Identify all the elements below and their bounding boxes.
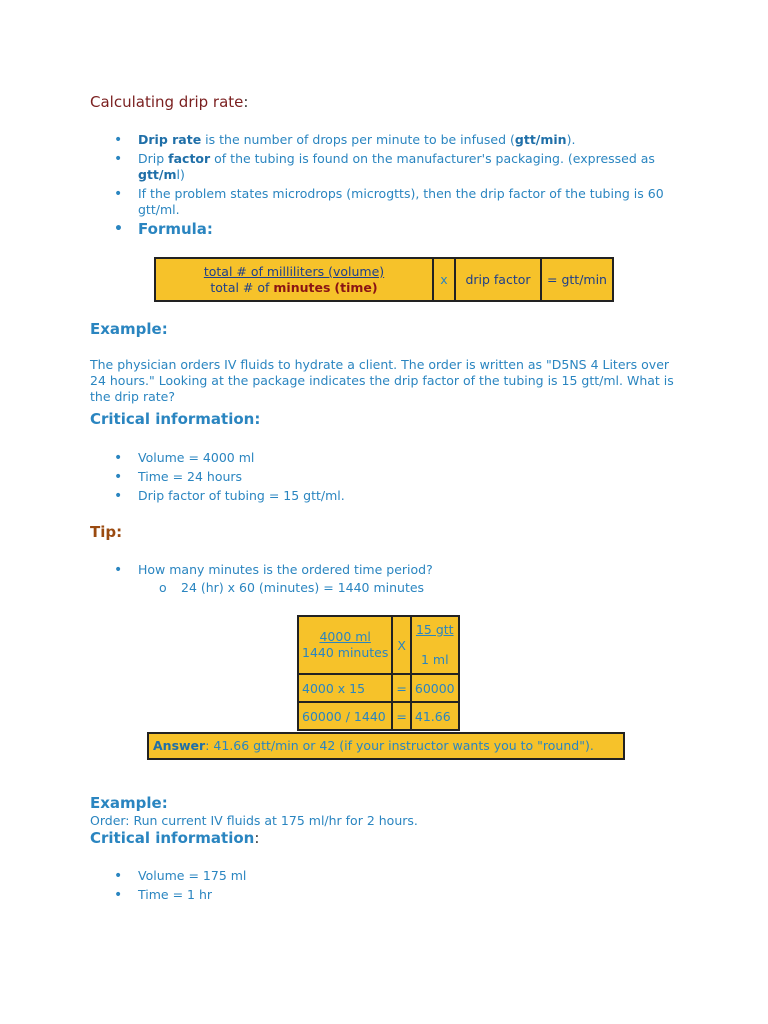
example2-heading: Example:	[90, 794, 168, 812]
unit-gtt-min: gtt/min	[514, 132, 567, 147]
tip-sub-marker: o	[159, 580, 167, 595]
example-heading: Example:	[90, 320, 168, 338]
text: l)	[176, 167, 185, 182]
text: Drip	[138, 151, 169, 166]
list-item: • Volume = 4000 ml	[93, 450, 593, 466]
calculation-table	[297, 615, 460, 731]
list-item	[93, 151, 693, 183]
formula-numerator: total # of milliliters (volume)	[203, 263, 385, 279]
tip-sub-text: 24 (hr) x 60 (minutes) = 1440 minutes	[181, 580, 425, 595]
text: total # of	[210, 279, 274, 295]
list-item: • Time = 24 hours	[93, 469, 593, 485]
table-cell: 60000	[412, 675, 458, 701]
formula-box	[154, 257, 614, 302]
unit-gtt-ml: gtt/m	[138, 167, 177, 182]
critical2-colon: :	[254, 829, 260, 847]
term-drip-rate: Drip rate	[138, 132, 202, 147]
intro-bullet-list	[93, 132, 693, 240]
tip-heading: Tip:	[90, 523, 123, 541]
calc-gtt: 15 gtt	[415, 622, 454, 637]
list-item: • If the problem states microdrops (microgtts), then the drip factor of the tubing is 60 gtt/ml.	[93, 186, 693, 218]
formula-result: = gtt/min	[547, 272, 607, 287]
list-item: • How many minutes is the ordered time period?	[93, 562, 593, 578]
critical2-heading-text: Critical information	[90, 829, 255, 847]
calc-denominator: 1440 minutes	[302, 645, 389, 660]
list-item: • Volume = 175 ml	[93, 868, 593, 884]
formula-denominator	[210, 280, 377, 296]
formula-fraction	[156, 259, 434, 300]
text: minutes	[273, 279, 331, 295]
critical2-heading	[90, 828, 259, 847]
table-row	[299, 703, 458, 729]
text: is the number of drops per minute to be infused (	[201, 132, 515, 147]
calc-ml: 1 ml	[420, 652, 449, 667]
list-item	[93, 132, 693, 148]
table-cell: =	[393, 675, 409, 701]
tip-list	[93, 562, 593, 581]
critical-heading: Critical information:	[90, 410, 261, 428]
example-text: The physician orders IV fluids to hydrate a client. The order is written as "D5NS 4 Liters over 24 hours." Looking at the package indicates the drip factor of the tubing is 15 gtt/ml. What is the drip rate?	[90, 357, 674, 404]
answer-label: Answer	[153, 738, 206, 753]
table-cell: 41.66	[412, 703, 458, 729]
list-item: • Time = 1 hr	[93, 887, 593, 903]
page-title-text: Calculating drip rate	[90, 93, 244, 111]
critical-list	[93, 450, 593, 507]
formula-times: x	[434, 259, 456, 300]
formula-drip-factor: drip factor	[456, 259, 542, 300]
critical2-list	[93, 868, 593, 906]
answer-text: 41.66 gtt/min or 42 (if your instructor wants you to "round").	[209, 738, 594, 753]
text: (time)	[334, 279, 378, 295]
text: ).	[566, 132, 576, 147]
example2-order: Order: Run current IV fluids at 175 ml/hr for 2 hours.	[90, 813, 418, 828]
page-title	[90, 93, 248, 111]
list-item-formula: • Formula:	[93, 221, 693, 237]
calc-factor-cell	[412, 617, 458, 673]
table-row	[299, 617, 458, 673]
answer-box	[147, 732, 625, 760]
table-cell: =	[393, 703, 409, 729]
table-row	[299, 675, 458, 701]
table-cell: 60000 / 1440	[299, 703, 391, 729]
page-title-colon: :	[243, 93, 249, 111]
answer-colon: :	[205, 738, 210, 753]
calc-fraction-cell	[299, 617, 391, 673]
calc-numerator: 4000 ml	[319, 629, 371, 644]
calc-times: X	[393, 617, 409, 673]
list-item: • Drip factor of tubing = 15 gtt/ml.	[93, 488, 593, 504]
table-cell: 4000 x 15	[299, 675, 391, 701]
term-factor: factor	[168, 151, 211, 166]
text: of the tubing is found on the manufacturer's packaging. (expressed as	[210, 151, 655, 166]
